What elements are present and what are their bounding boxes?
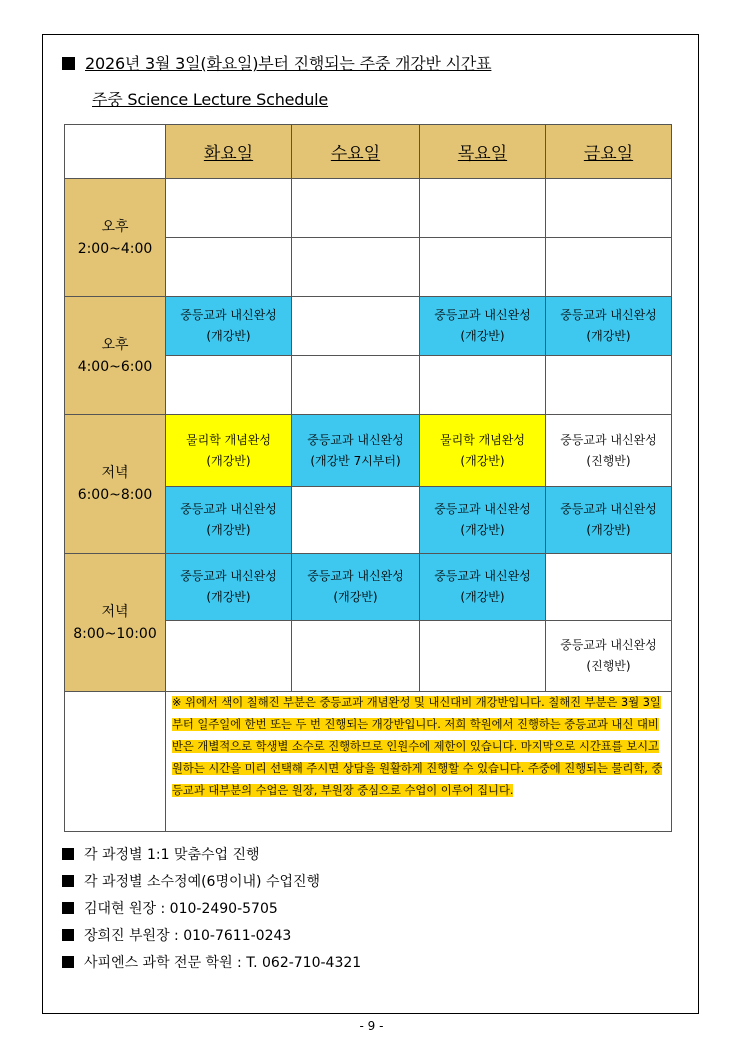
bullet-square-icon bbox=[62, 956, 74, 968]
time-slot-cell bbox=[65, 415, 166, 554]
class-status: (개강반) bbox=[460, 590, 505, 604]
class-cell bbox=[166, 238, 292, 297]
class-cell bbox=[292, 238, 420, 297]
title-text: 2026년 3월 3일(화요일)부터 진행되는 주중 개강반 시간표 bbox=[85, 54, 492, 73]
bullet-square-icon bbox=[62, 929, 74, 941]
class-name: 중등교과 내신완성 bbox=[434, 502, 531, 516]
class-cell bbox=[292, 487, 420, 554]
subtitle-line2: 주중 Science Lecture Schedule bbox=[92, 90, 329, 109]
time-label: 오후 bbox=[101, 336, 129, 353]
time-range: 6:00~8:00 bbox=[77, 487, 153, 503]
class-status: (개강반) bbox=[586, 329, 631, 343]
class-cell bbox=[166, 356, 292, 415]
class-name: 중등교과 내신완성 bbox=[560, 502, 657, 516]
info-item bbox=[62, 869, 361, 896]
class-name: 중등교과 내신완성 bbox=[180, 502, 277, 516]
info-list bbox=[62, 842, 361, 977]
info-text: 각 과정별 1:1 맞춤수업 진행 bbox=[84, 847, 260, 863]
class-cell bbox=[546, 487, 672, 554]
class-status: (진행반) bbox=[586, 659, 631, 673]
class-status: (개강반) bbox=[586, 523, 631, 537]
class-name: 중등교과 내신완성 bbox=[180, 569, 277, 583]
time-range: 2:00~4:00 bbox=[77, 240, 153, 257]
class-cell bbox=[166, 297, 292, 356]
schedule-table bbox=[64, 124, 672, 832]
class-cell bbox=[166, 415, 292, 487]
class-status: (개강반) bbox=[206, 590, 251, 604]
class-cell bbox=[166, 621, 292, 692]
info-item bbox=[62, 842, 361, 869]
schedule-row bbox=[65, 297, 672, 356]
class-name: 중등교과 내신완성 bbox=[307, 569, 404, 583]
note-cell bbox=[166, 692, 672, 832]
class-name: 중등교과 내신완성 bbox=[560, 638, 657, 652]
time-slot-cell bbox=[65, 179, 166, 297]
class-cell bbox=[292, 554, 420, 621]
class-status: (개강반 7시부터) bbox=[310, 453, 401, 468]
class-name: 중등교과 내신완성 bbox=[180, 308, 277, 322]
class-cell bbox=[546, 297, 672, 356]
class-cell bbox=[420, 415, 546, 487]
schedule-row bbox=[65, 415, 672, 487]
class-status: (개강반) bbox=[206, 523, 251, 537]
class-cell bbox=[292, 179, 420, 238]
bullet-square-icon bbox=[62, 875, 74, 887]
class-cell bbox=[166, 179, 292, 238]
class-name: 물리학 개념완성 bbox=[440, 432, 525, 447]
schedule-row bbox=[65, 179, 672, 238]
class-status: (개강반) bbox=[460, 523, 505, 537]
day-header: 화요일 bbox=[166, 125, 292, 179]
class-name: 중등교과 내신완성 bbox=[434, 569, 531, 583]
class-cell bbox=[420, 238, 546, 297]
class-cell bbox=[420, 621, 546, 692]
class-cell bbox=[166, 554, 292, 621]
title-line1 bbox=[62, 52, 491, 76]
class-status: (개강반) bbox=[206, 453, 251, 468]
class-name: 물리학 개념완성 bbox=[186, 432, 271, 447]
class-cell bbox=[420, 356, 546, 415]
class-name: 중등교과 내신완성 bbox=[307, 432, 404, 447]
day-header: 목요일 bbox=[420, 125, 546, 179]
class-cell bbox=[166, 487, 292, 554]
info-item bbox=[62, 896, 361, 923]
day-header: 금요일 bbox=[546, 125, 672, 179]
class-cell bbox=[420, 487, 546, 554]
bullet-square-icon bbox=[62, 57, 75, 70]
header-row bbox=[65, 125, 672, 179]
note-empty-cell bbox=[65, 692, 166, 832]
class-name: 중등교과 내신완성 bbox=[560, 432, 657, 447]
day-header: 수요일 bbox=[292, 125, 420, 179]
time-slot-cell bbox=[65, 554, 166, 692]
class-name: 중등교과 내신완성 bbox=[434, 308, 531, 322]
class-status: (개강반) bbox=[460, 329, 505, 343]
class-cell bbox=[546, 554, 672, 621]
class-cell bbox=[420, 179, 546, 238]
class-cell bbox=[546, 179, 672, 238]
info-text: 사피엔스 과학 전문 학원 : T. 062-710-4321 bbox=[84, 955, 362, 971]
time-range: 8:00~10:00 bbox=[73, 625, 157, 642]
class-cell bbox=[546, 238, 672, 297]
class-cell bbox=[292, 297, 420, 356]
info-item bbox=[62, 923, 361, 950]
class-cell bbox=[546, 621, 672, 692]
page-number: - 9 - bbox=[359, 1019, 384, 1033]
info-text: 각 과정별 소수정예(6명이내) 수업진행 bbox=[84, 874, 321, 890]
class-status: (개강반) bbox=[333, 590, 378, 604]
bullet-square-icon bbox=[62, 902, 74, 914]
schedule-row bbox=[65, 554, 672, 621]
class-cell bbox=[292, 621, 420, 692]
time-label: 오후 bbox=[101, 218, 129, 235]
bullet-square-icon bbox=[62, 848, 74, 860]
class-name: 중등교과 내신완성 bbox=[560, 308, 657, 322]
info-text: 장희진 부원장 : 010-7611-0243 bbox=[84, 928, 292, 944]
time-label: 저녁 bbox=[101, 465, 129, 481]
note-text: ※ 위에서 색이 칠해진 부분은 중등교과 개념완성 및 내신대비 개강반입니다. 칠해진 부분은 3월 3일부터 일주일에 한번 또는 두 번 진행되는 개강반입니다. 저희 학원에서 진행하는 중등교과 내신 대비반은 개별적으로 학생별 소수로 진행하므로 인원수에 제한이 있습니다. 마지막으로 시간표를 보시고 원하는 시간을 미리 선택해 주시면 상담을 원활하게 진행할 수 있습니다. 주중에 진행되는 물리학, 중등교과 대부분의 수업은 원장, 부원장 중심으로 수업이 이루어 집니다. bbox=[172, 696, 663, 797]
time-slot-cell bbox=[65, 297, 166, 415]
class-cell bbox=[292, 356, 420, 415]
note-row bbox=[65, 692, 672, 832]
time-label: 저녁 bbox=[101, 603, 129, 620]
class-status: (개강반) bbox=[206, 329, 251, 343]
time-range: 4:00~6:00 bbox=[77, 358, 153, 375]
info-text: 김대현 원장 : 010-2490-5705 bbox=[84, 901, 278, 917]
corner-cell bbox=[65, 125, 166, 179]
class-cell bbox=[546, 415, 672, 487]
class-cell bbox=[292, 415, 420, 487]
class-status: (진행반) bbox=[586, 453, 631, 468]
info-item bbox=[62, 950, 361, 977]
class-cell bbox=[546, 356, 672, 415]
class-status: (개강반) bbox=[460, 453, 505, 468]
class-cell bbox=[420, 297, 546, 356]
class-cell bbox=[420, 554, 546, 621]
